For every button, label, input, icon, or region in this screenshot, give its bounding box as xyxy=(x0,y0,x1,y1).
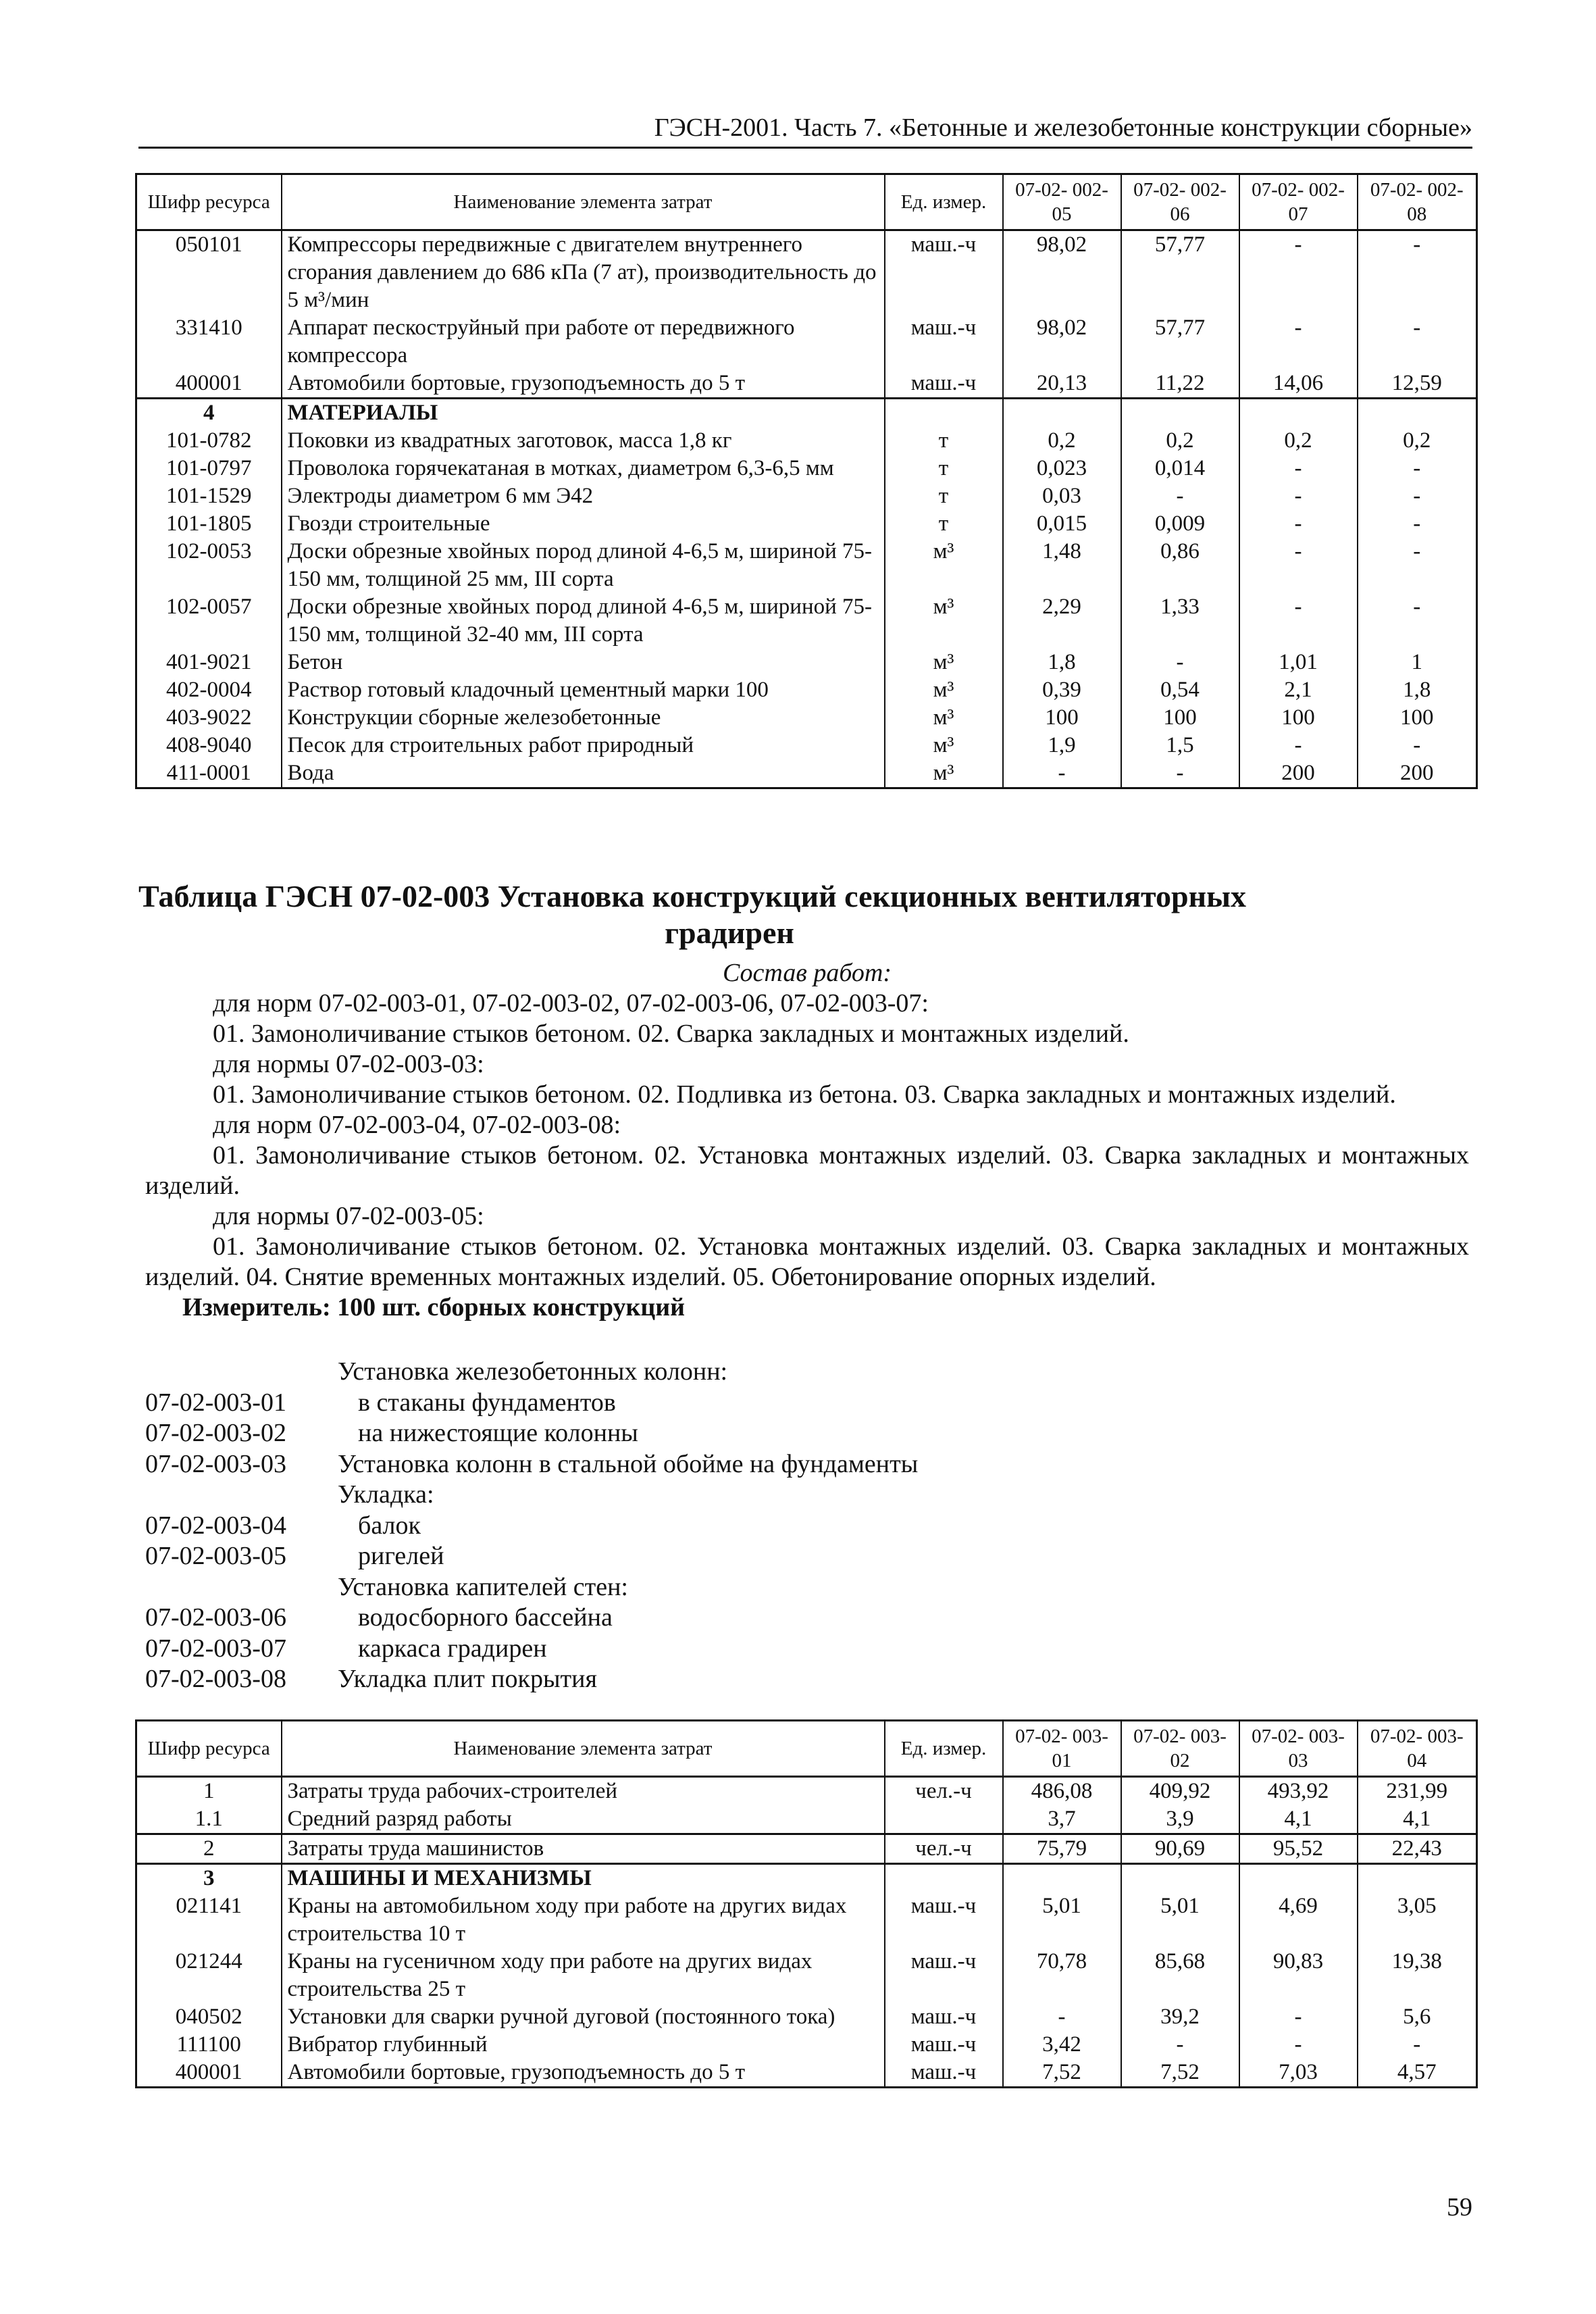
cell-name: Компрессоры передвижные с двигателем внутреннего сгорания давлением до 686 кПа (7 ат), производительность до 5 м³/мин xyxy=(282,230,885,315)
cell-code: 1 xyxy=(136,1777,282,1806)
cell-unit: маш.-ч xyxy=(885,2003,1003,2031)
running-header: ГЭСН-2001. Часть 7. «Бетонные и железобетонные конструкции сборные» xyxy=(138,111,1472,149)
norm-code: 07-02-003-08 xyxy=(145,1665,286,1693)
cell-value: - xyxy=(1121,649,1239,676)
table-body xyxy=(136,1777,1477,2088)
cell-unit: м³ xyxy=(885,649,1003,676)
list-item xyxy=(145,1388,1469,1419)
cell-value: 1,8 xyxy=(1003,649,1121,676)
table-row xyxy=(136,2059,1477,2088)
norm-description: ригелей xyxy=(358,1542,444,1570)
table-row xyxy=(136,538,1477,593)
cell-value: 0,03 xyxy=(1003,482,1121,510)
cell-value: - xyxy=(1239,455,1358,482)
cell-code: 101-0782 xyxy=(136,427,282,455)
norm-code xyxy=(145,1357,338,1388)
table-row xyxy=(136,1948,1477,2003)
cell-value: 1,5 xyxy=(1121,732,1239,759)
norm-description: Установка капителей стен: xyxy=(338,1572,628,1601)
cell-code: 4 xyxy=(136,399,282,428)
cell-value: - xyxy=(1239,510,1358,538)
cell-name: Доски обрезные хвойных пород длиной 4-6,5 м, шириной 75-150 мм, толщиной 25 мм, III сорта xyxy=(282,538,885,593)
cell-value: 100 xyxy=(1239,704,1358,732)
table-row xyxy=(136,676,1477,704)
cell-unit: м³ xyxy=(885,704,1003,732)
cell-value: - xyxy=(1358,314,1477,370)
cell-value: 231,99 xyxy=(1358,1777,1477,1806)
cell-value: 1 xyxy=(1358,649,1477,676)
cell-code: 050101 xyxy=(136,230,282,315)
cell-value: 0,014 xyxy=(1121,455,1239,482)
list-item xyxy=(145,1572,1469,1603)
header-col2: 07-02- 003-02 xyxy=(1121,1721,1239,1777)
cell-value: 57,77 xyxy=(1121,314,1239,370)
list-item xyxy=(145,1603,1469,1634)
cell-unit: маш.-ч xyxy=(885,2059,1003,2088)
cell-value: 0,009 xyxy=(1121,510,1239,538)
cell-value: - xyxy=(1239,2031,1358,2059)
cell-value: - xyxy=(1003,759,1121,788)
norm-code: 07-02-003-04 xyxy=(145,1511,286,1540)
norm-description: Установка колонн в стальной обойме на фундаменты xyxy=(338,1449,919,1478)
norm-description: на нижестоящие колонны xyxy=(358,1419,638,1447)
section-title: МАШИНЫ И МЕХАНИЗМЫ xyxy=(282,1864,885,1893)
cell-unit: м³ xyxy=(885,759,1003,788)
cell-value: - xyxy=(1121,2031,1239,2059)
cell-value: 4,1 xyxy=(1358,1805,1477,1834)
cell-value: - xyxy=(1239,230,1358,315)
cell-code: 402-0004 xyxy=(136,676,282,704)
norm-group-scope: для норм 07-02-003-01, 07-02-003-02, 07-02-003-06, 07-02-003-07: xyxy=(213,989,929,1017)
cell-value: 100 xyxy=(1358,704,1477,732)
cell-code: 101-1805 xyxy=(136,510,282,538)
norm-code: 07-02-003-07 xyxy=(145,1634,286,1663)
table-row xyxy=(136,1777,1477,1806)
norm-group-text: 01. Замоноличивание стыков бетоном. 02. Подливка из бетона. 03. Сварка закладных и монтажных изделий. xyxy=(213,1080,1396,1109)
norm-code: 07-02-003-03 xyxy=(145,1449,286,1478)
norm-group-text: 01. Замоноличивание стыков бетоном. 02. Сварка закладных и монтажных изделий. xyxy=(213,1020,1129,1048)
cell-unit: м³ xyxy=(885,676,1003,704)
cell-unit: маш.-ч xyxy=(885,1948,1003,2003)
list-item xyxy=(145,1449,1469,1480)
cell-value: 57,77 xyxy=(1121,230,1239,315)
cell-unit: м³ xyxy=(885,732,1003,759)
cell-value: 11,22 xyxy=(1121,370,1239,399)
cell-unit: маш.-ч xyxy=(885,314,1003,370)
header-col1: 07-02- 003-01 xyxy=(1003,1721,1121,1777)
cell-value xyxy=(1239,399,1358,428)
cell-code: 040502 xyxy=(136,2003,282,2031)
cell-value: 0,2 xyxy=(1358,427,1477,455)
table-row xyxy=(136,704,1477,732)
cell-unit: чел.-ч xyxy=(885,1834,1003,1864)
cell-name: Электроды диаметром 6 мм Э42 xyxy=(282,482,885,510)
table-title xyxy=(138,878,1456,951)
cell-value: 7,52 xyxy=(1003,2059,1121,2088)
cell-value: - xyxy=(1358,2031,1477,2059)
cell-value: - xyxy=(1358,455,1477,482)
table-row xyxy=(136,482,1477,510)
cell-value: 1,33 xyxy=(1121,593,1239,649)
cell-name: Поковки из квадратных заготовок, масса 1,8 кг xyxy=(282,427,885,455)
section-title: МАТЕРИАЛЫ xyxy=(282,399,885,428)
table-row xyxy=(136,314,1477,370)
norm-list xyxy=(145,1357,1469,1695)
cell-name: Песок для строительных работ природный xyxy=(282,732,885,759)
cell-unit: т xyxy=(885,482,1003,510)
cell-unit: чел.-ч xyxy=(885,1777,1003,1806)
cell-name: Раствор готовый кладочный цементный марки 100 xyxy=(282,676,885,704)
norm-group-scope: для норм 07-02-003-04, 07-02-003-08: xyxy=(213,1111,621,1139)
cell-code: 400001 xyxy=(136,2059,282,2088)
cell-code: 331410 xyxy=(136,314,282,370)
norm-description: в стаканы фундаментов xyxy=(358,1388,616,1417)
header-col4: 07-02- 003-04 xyxy=(1358,1721,1477,1777)
table-title-line1: Таблица ГЭСН 07-02-003 Установка конструкций секционных вентиляторных xyxy=(138,879,1247,913)
cell-name: Гвозди строительные xyxy=(282,510,885,538)
cell-value: 12,59 xyxy=(1358,370,1477,399)
table-body xyxy=(136,230,1477,788)
cell-code: 408-9040 xyxy=(136,732,282,759)
cell-value: 409,92 xyxy=(1121,1777,1239,1806)
cell-value: 493,92 xyxy=(1239,1777,1358,1806)
cell-value xyxy=(1121,399,1239,428)
table-row xyxy=(136,1892,1477,1948)
list-item xyxy=(145,1634,1469,1665)
cell-value: 70,78 xyxy=(1003,1948,1121,2003)
table-row xyxy=(136,510,1477,538)
header-name: Наименование элемента затрат xyxy=(282,1721,885,1777)
table-row xyxy=(136,370,1477,399)
table-row xyxy=(136,649,1477,676)
cell-value: 85,68 xyxy=(1121,1948,1239,2003)
cell-value: 39,2 xyxy=(1121,2003,1239,2031)
cell-value: 0,015 xyxy=(1003,510,1121,538)
table-row xyxy=(136,230,1477,315)
norm-code xyxy=(145,1572,338,1603)
cell-value xyxy=(1358,1864,1477,1893)
cell-value: 100 xyxy=(1003,704,1121,732)
list-item xyxy=(145,1664,1469,1695)
cell-name: Установки для сварки ручной дуговой (постоянного тока) xyxy=(282,2003,885,2031)
cell-value: 5,01 xyxy=(1121,1892,1239,1948)
composition-label: Состав работ: xyxy=(722,959,892,987)
cell-unit: маш.-ч xyxy=(885,370,1003,399)
cell-value xyxy=(1358,399,1477,428)
table-row xyxy=(136,1834,1477,1864)
cell-name: Доски обрезные хвойных пород длиной 4-6,5 м, шириной 75-150 мм, толщиной 32-40 мм, III сорта xyxy=(282,593,885,649)
cell-value: 200 xyxy=(1239,759,1358,788)
list-item xyxy=(145,1357,1469,1388)
norm-description: Установка железобетонных колонн: xyxy=(338,1357,728,1386)
norm-group-scope: для нормы 07-02-003-05: xyxy=(213,1202,484,1230)
list-item xyxy=(145,1418,1469,1449)
cell-value: 1,8 xyxy=(1358,676,1477,704)
table-row xyxy=(136,455,1477,482)
table-row xyxy=(136,2003,1477,2031)
table-row xyxy=(136,1805,1477,1834)
cell-value: 4,57 xyxy=(1358,2059,1477,2088)
cell-value: - xyxy=(1239,2003,1358,2031)
norm-table-07-02-002 xyxy=(135,173,1478,789)
cell-name: Краны на автомобильном ходу при работе на других видах строительства 10 т xyxy=(282,1892,885,1948)
cell-value: 19,38 xyxy=(1358,1948,1477,2003)
table-row xyxy=(136,759,1477,788)
cell-unit xyxy=(885,1805,1003,1834)
cell-value: 2,1 xyxy=(1239,676,1358,704)
header-unit: Ед. измер. xyxy=(885,1721,1003,1777)
cell-code: 403-9022 xyxy=(136,704,282,732)
cell-unit: т xyxy=(885,455,1003,482)
cell-value: 75,79 xyxy=(1003,1834,1121,1864)
cell-value: 0,39 xyxy=(1003,676,1121,704)
cell-value: 3,42 xyxy=(1003,2031,1121,2059)
cell-value: 7,52 xyxy=(1121,2059,1239,2088)
cell-value: - xyxy=(1358,593,1477,649)
measure-unit: Измеритель: 100 шт. сборных конструкций xyxy=(182,1293,686,1322)
cell-value: 0,2 xyxy=(1239,427,1358,455)
cell-unit: маш.-ч xyxy=(885,230,1003,315)
cell-value: 5,01 xyxy=(1003,1892,1121,1948)
list-item xyxy=(145,1480,1469,1511)
table-row xyxy=(136,427,1477,455)
header-col3: 07-02- 003-03 xyxy=(1239,1721,1358,1777)
section-row xyxy=(136,1864,1477,1893)
header-code: Шифр ресурса xyxy=(136,1721,282,1777)
cell-code: 401-9021 xyxy=(136,649,282,676)
cell-value: - xyxy=(1358,732,1477,759)
norm-group-scope: для нормы 07-02-003-03: xyxy=(213,1050,484,1078)
cell-name: Средний разряд работы xyxy=(282,1805,885,1834)
header-code: Шифр ресурса xyxy=(136,174,282,230)
header-name: Наименование элемента затрат xyxy=(282,174,885,230)
cell-value: 0,023 xyxy=(1003,455,1121,482)
cell-unit: т xyxy=(885,427,1003,455)
cell-value xyxy=(1239,1864,1358,1893)
cell-value: - xyxy=(1358,482,1477,510)
cell-value: - xyxy=(1239,314,1358,370)
cell-value: 0,86 xyxy=(1121,538,1239,593)
cell-value: 4,1 xyxy=(1239,1805,1358,1834)
cell-unit: м³ xyxy=(885,538,1003,593)
cell-value: 200 xyxy=(1358,759,1477,788)
cell-value: - xyxy=(1239,593,1358,649)
cell-value: 90,83 xyxy=(1239,1948,1358,2003)
cell-value: - xyxy=(1358,230,1477,315)
cell-unit: маш.-ч xyxy=(885,1892,1003,1948)
cell-name: Автомобили бортовые, грузоподъемность до 5 т xyxy=(282,2059,885,2088)
table-title-line2: градирен xyxy=(665,915,794,950)
cell-name: Краны на гусеничном ходу при работе на других видах строительства 25 т xyxy=(282,1948,885,2003)
table-row xyxy=(136,732,1477,759)
cell-value: - xyxy=(1239,732,1358,759)
cell-name: Вода xyxy=(282,759,885,788)
cell-unit: т xyxy=(885,510,1003,538)
norm-code: 07-02-003-02 xyxy=(145,1419,286,1447)
norm-table-07-02-003 xyxy=(135,1719,1478,2088)
cell-value: 0,54 xyxy=(1121,676,1239,704)
cell-value xyxy=(1121,1864,1239,1893)
cell-code: 102-0057 xyxy=(136,593,282,649)
norm-description: Укладка: xyxy=(338,1480,434,1509)
header-col4: 07-02- 002-08 xyxy=(1358,174,1477,230)
cell-value: 0,2 xyxy=(1121,427,1239,455)
cell-value xyxy=(1003,1864,1121,1893)
cell-value: - xyxy=(1121,759,1239,788)
cell-value: 0,2 xyxy=(1003,427,1121,455)
cell-name: Конструкции сборные железобетонные xyxy=(282,704,885,732)
header-col3: 07-02- 002-07 xyxy=(1239,174,1358,230)
cell-name: Бетон xyxy=(282,649,885,676)
cell-value: - xyxy=(1239,482,1358,510)
norm-code: 07-02-003-05 xyxy=(145,1542,286,1570)
norm-group-text: 01. Замоноличивание стыков бетоном. 02. Установка монтажных изделий. 03. Сварка закладных и монтажных изделий. 04. Снятие временных монтажных изделий. 05. Обетонирование опорных изделий. xyxy=(145,1232,1469,1291)
cell-value: 98,02 xyxy=(1003,314,1121,370)
cell-code: 021244 xyxy=(136,1948,282,2003)
cell-value xyxy=(1003,399,1121,428)
cell-value: 14,06 xyxy=(1239,370,1358,399)
norm-description: каркаса градирен xyxy=(358,1634,547,1663)
cell-value: - xyxy=(1003,2003,1121,2031)
cell-value: 1,48 xyxy=(1003,538,1121,593)
cell-value: 5,6 xyxy=(1358,2003,1477,2031)
cell-value: 90,69 xyxy=(1121,1834,1239,1864)
table-row xyxy=(136,593,1477,649)
header-col1: 07-02- 002-05 xyxy=(1003,174,1121,230)
header-unit: Ед. измер. xyxy=(885,174,1003,230)
cell-code: 3 xyxy=(136,1864,282,1893)
norm-description: балок xyxy=(358,1511,421,1540)
cell-value: 22,43 xyxy=(1358,1834,1477,1864)
norm-description: Укладка плит покрытия xyxy=(338,1665,597,1693)
norm-code: 07-02-003-01 xyxy=(145,1388,286,1417)
cell-unit xyxy=(885,1864,1003,1893)
header-col2: 07-02- 002-06 xyxy=(1121,174,1239,230)
cell-value: - xyxy=(1239,538,1358,593)
cell-code: 021141 xyxy=(136,1892,282,1948)
cell-code: 101-1529 xyxy=(136,482,282,510)
cell-code: 400001 xyxy=(136,370,282,399)
cell-value: 20,13 xyxy=(1003,370,1121,399)
cell-value: 1,9 xyxy=(1003,732,1121,759)
cell-value: 100 xyxy=(1121,704,1239,732)
cell-value: - xyxy=(1121,482,1239,510)
cell-name: Вибратор глубинный xyxy=(282,2031,885,2059)
cell-unit: маш.-ч xyxy=(885,2031,1003,2059)
cell-code: 411-0001 xyxy=(136,759,282,788)
cell-value: 98,02 xyxy=(1003,230,1121,315)
cell-value: - xyxy=(1358,538,1477,593)
cell-value: 3,9 xyxy=(1121,1805,1239,1834)
table-row xyxy=(136,2031,1477,2059)
cell-value: 3,05 xyxy=(1358,1892,1477,1948)
cell-name: Автомобили бортовые, грузоподъемность до 5 т xyxy=(282,370,885,399)
cell-unit: м³ xyxy=(885,593,1003,649)
cell-value: 3,7 xyxy=(1003,1805,1121,1834)
norm-group-text: 01. Замоноличивание стыков бетоном. 02. Установка монтажных изделий. 03. Сварка закладных и монтажных изделий. xyxy=(145,1141,1469,1200)
cell-value: 1,01 xyxy=(1239,649,1358,676)
cell-name: Затраты труда машинистов xyxy=(282,1834,885,1864)
cell-value: 4,69 xyxy=(1239,1892,1358,1948)
cell-value: 95,52 xyxy=(1239,1834,1358,1864)
section-row xyxy=(136,399,1477,428)
cell-code: 102-0053 xyxy=(136,538,282,593)
cell-code: 111100 xyxy=(136,2031,282,2059)
cell-code: 2 xyxy=(136,1834,282,1864)
norm-code: 07-02-003-06 xyxy=(145,1603,286,1632)
cell-value: 486,08 xyxy=(1003,1777,1121,1806)
cell-name: Аппарат пескоструйный при работе от передвижного компрессора xyxy=(282,314,885,370)
page-number: 59 xyxy=(1447,2193,1472,2221)
cell-unit xyxy=(885,399,1003,428)
cell-value: 7,03 xyxy=(1239,2059,1358,2088)
work-composition xyxy=(145,958,1469,1323)
cell-code: 101-0797 xyxy=(136,455,282,482)
cell-code: 1.1 xyxy=(136,1805,282,1834)
list-item xyxy=(145,1511,1469,1542)
norm-code xyxy=(145,1480,338,1511)
list-item xyxy=(145,1541,1469,1572)
cell-name: Проволока горячекатаная в мотках, диаметром 6,3-6,5 мм xyxy=(282,455,885,482)
cell-name: Затраты труда рабочих-строителей xyxy=(282,1777,885,1806)
norm-description: водосборного бассейна xyxy=(358,1603,613,1632)
cell-value: 2,29 xyxy=(1003,593,1121,649)
cell-value: - xyxy=(1358,510,1477,538)
